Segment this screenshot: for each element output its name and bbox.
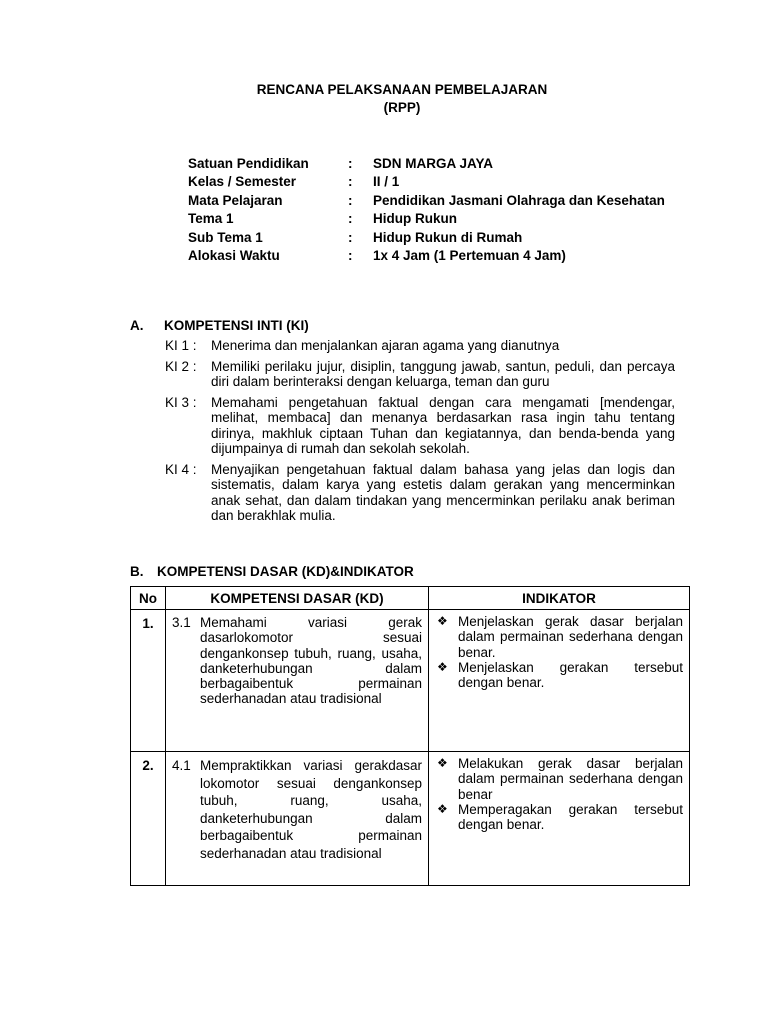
table-row	[131, 610, 690, 752]
identity-colon: :	[348, 156, 353, 171]
identity-label: Mata Pelajaran	[188, 192, 283, 208]
identity-label: Alokasi Waktu	[188, 247, 280, 263]
section-b-title: KOMPETENSI DASAR (KD)&INDIKATOR	[157, 564, 414, 579]
kd-text: Memahami variasi gerak dasarlokomotor sesuai dengankonsep tubuh, ruang, usaha, danketerhubungan dalam berbagaibentuk permainan sederhanadan atau tradisional	[200, 615, 422, 707]
ki-item	[165, 462, 675, 524]
identity-label: Tema 1	[188, 211, 234, 227]
ki-label: KI 2 :	[165, 358, 197, 374]
identity-row-alokasi	[188, 248, 708, 263]
diamond-bullet-icon: ❖	[437, 659, 448, 674]
identity-label: Sub Tema 1	[188, 229, 263, 245]
identity-label: Kelas / Semester	[188, 174, 297, 190]
indikator-cell	[429, 610, 690, 752]
header-indikator: INDIKATOR	[429, 587, 690, 610]
row-number: 1.	[131, 610, 166, 752]
diamond-bullet-icon: ❖	[437, 614, 448, 628]
identity-row-subtema	[188, 230, 708, 245]
header-kd: KOMPETENSI DASAR (KD)	[166, 587, 429, 610]
identity-colon: :	[348, 174, 353, 190]
header-no: No	[131, 587, 166, 610]
indikator-item	[435, 802, 683, 833]
indikator-cell	[429, 752, 690, 886]
section-b-heading	[130, 564, 414, 579]
indikator-item	[435, 614, 683, 660]
section-b-letter: B.	[130, 564, 144, 579]
kd-cell	[166, 610, 429, 752]
identity-row-kelas	[188, 174, 708, 189]
kd-number: 3.1	[172, 615, 191, 630]
identity-row-tema	[188, 211, 708, 226]
kd-cell	[166, 752, 429, 886]
ki-text: Memiliki perilaku jujur, disiplin, tanggung jawab, santun, peduli, dan percaya diri dalam berinteraksi dengan keluarga, teman dan guru	[211, 358, 675, 389]
kd-text: Mempraktikkan variasi gerakdasar lokomotor sesuai dengankonsep tubuh, ruang, usaha, danketerhubungan dalam berbagaibentuk permainan sederhanadan atau tradisional	[200, 758, 422, 861]
identity-row-mapel	[188, 193, 708, 208]
ki-text: Memahami pengetahuan faktual dengan cara mengamati [mendengar, melihat, membaca] dan menanya berdasarkan rasa ingin tahu tentang dirinya, makhluk ciptaan Tuhan dan kegiatannya, dan benda-benda yang dijumpainya di rumah dan sekolah sekolah.	[211, 394, 675, 456]
indikator-text: Menjelaskan gerakan tersebut dengan benar.	[458, 659, 683, 691]
table-row	[131, 752, 690, 886]
identity-value: Pendidikan Jasmani Olahraga dan Kesehatan	[373, 192, 665, 208]
identity-value: Hidup Rukun	[373, 211, 457, 227]
identity-value: 1x 4 Jam (1 Pertemuan 4 Jam)	[373, 247, 566, 263]
identity-label: Satuan Pendidikan	[188, 156, 309, 171]
ki-item	[165, 395, 675, 457]
identity-colon: :	[348, 247, 353, 263]
row-number: 2.	[131, 752, 166, 886]
section-a-title: KOMPETENSI INTI (KI)	[164, 318, 309, 333]
identity-value: SDN MARGA JAYA	[373, 156, 494, 171]
identity-row-satuan	[188, 156, 708, 171]
identity-colon: :	[348, 211, 353, 227]
indikator-text: Melakukan gerak dasar berjalan dalam permainan sederhana dengan benar	[458, 756, 683, 802]
identity-colon: :	[348, 229, 353, 245]
kd-indikator-table	[130, 586, 690, 886]
diamond-bullet-icon: ❖	[437, 801, 448, 816]
identity-block	[188, 156, 708, 266]
ki-item	[165, 338, 675, 354]
ki-text: Menerima dan menjalankan ajaran agama yang dianutnya	[211, 338, 560, 353]
indikator-text: Menjelaskan gerak dasar berjalan dalam permainan sederhana dengan benar.	[458, 614, 683, 660]
document-title: RENCANA PELAKSANAAN PEMBELAJARAN	[256, 82, 548, 97]
document-subtitle: (RPP)	[383, 100, 421, 115]
indikator-item	[435, 660, 683, 691]
section-a-heading	[130, 318, 309, 333]
identity-value: Hidup Rukun di Rumah	[373, 229, 523, 245]
identity-value: II / 1	[373, 174, 400, 190]
ki-list	[165, 338, 675, 529]
kd-number: 4.1	[172, 758, 191, 773]
section-a-letter: A.	[130, 318, 144, 333]
ki-label: KI 1 :	[165, 338, 197, 353]
ki-text: Menyajikan pengetahuan faktual dalam bahasa yang jelas dan logis dan sistematis, dalam karya yang estetis dalam gerakan yang mencerminkan anak sehat, dan dalam tindakan yang mencerminkan perilaku anak beriman dan berakhlak mulia.	[211, 461, 675, 523]
indikator-text: Memperagakan gerakan tersebut dengan benar.	[458, 801, 683, 833]
indikator-item	[435, 756, 683, 802]
ki-label: KI 3 :	[165, 394, 197, 410]
ki-item	[165, 359, 675, 390]
diamond-bullet-icon: ❖	[437, 756, 448, 770]
table-header-row	[131, 587, 690, 610]
identity-colon: :	[348, 192, 353, 208]
ki-label: KI 4 :	[165, 461, 197, 477]
